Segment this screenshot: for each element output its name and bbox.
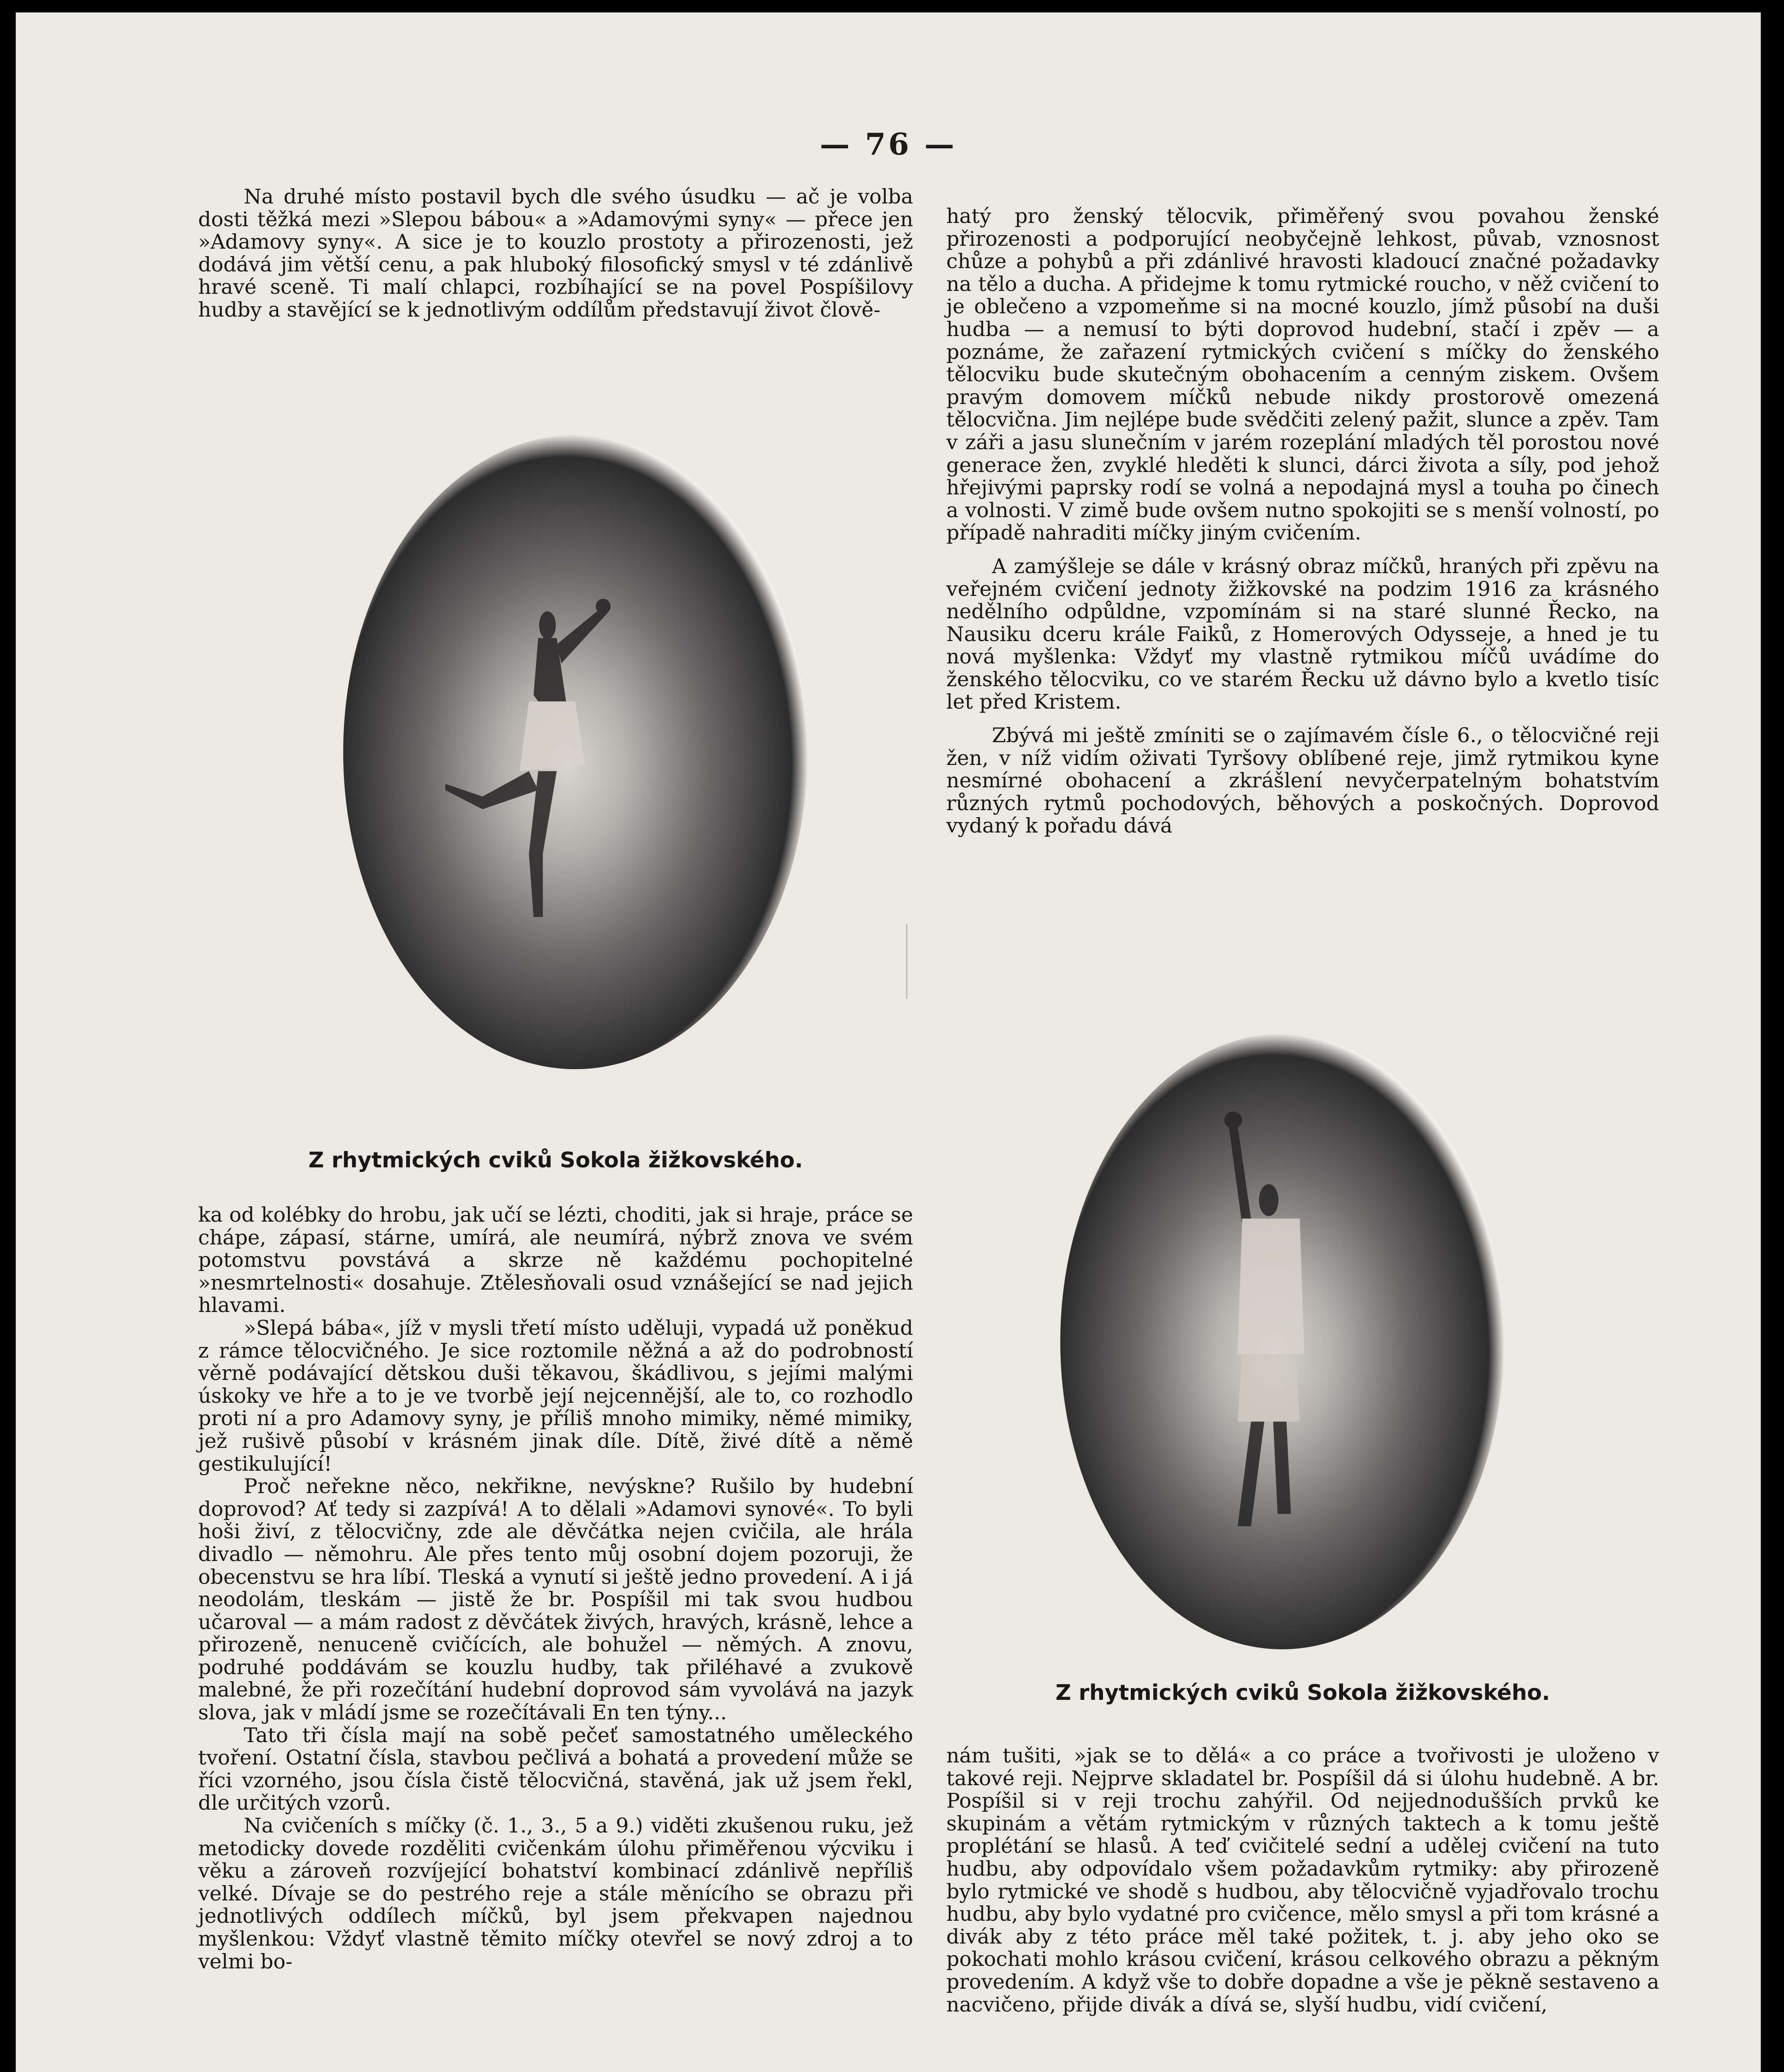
column-divider: [906, 924, 907, 999]
paragraph: nám tušiti, »jak se to dělá« a co práce a tvořivosti je uloženo v takové reji. Nejprve skladatel br. Pospíšil dá si úlohu hudebně. A br. Pospíšil si v reji trochu zahýřil. Od nejjednodušších prvků ke skupinám a větám rytmickým v různých taktech a k tomu ještě proplétání se hlasů. A teď cvičitelé sední a udělej cvičení na tuto hudbu, aby odpovídalo všem požadavkům rytmiky: aby přirozeně bylo rytmické ve shodě s hudbou, aby tělocvičně vyjadřovalo trochu hudbu, aby bylo vydatné pro cvičence, mělo smysl a při tom krásné a divák aby z této práce měl také požitek, t. j. aby jeho oko se pokochati mohlo krásou cvičení, krásou celkového obrazu a pěkným provedením. A když vše to dobře dopadne a vše je pěkně sestaveno a nacvičeno, přijde divák a dívá se, slyší hudbu, vidí cvičení,: [946, 1744, 1659, 2016]
right-column-top: [946, 205, 1659, 838]
photo-right: [1060, 1034, 1504, 1649]
left-column-top: [198, 186, 913, 322]
right-column-bottom: [946, 1745, 1659, 2016]
page-number: — 76 —: [819, 126, 957, 162]
paragraph: A zamýšleje se dále v krásný obraz míčků, hraných při zpěvu na veřejném cvičení jednoty žižkovské na podzim 1916 za krásného nedělního odpůldne, vzpomínám si na staré slunné Řecko, na Nausiku dceru krále Faiků, z Homerových Odysseje, a hned je tu nová myšlenka: Vždyť my vlastně rytmikou míčů uvádíme do ženského tělocviku, co ve starém Řecku už dávno bylo a kvetlo tisíc let před Kristem.: [946, 554, 1659, 714]
paragraph: Zbývá mi ještě zmíniti se o zajímavém čísle 6., o tělocvičné reji žen, v níž vidím oživati Tyršovy oblíbené reje, jimž rytmikou kyne nesmírné obohacení a zkrášlení nevyčerpatelným bohatstvím různých rytmů pochodových, běhových a poskočných. Doprovod vydaný k pořadu dává: [946, 724, 1659, 838]
paragraph: Na druhé místo postavil bych dle svého úsudku — ač je volba dosti těžká mezi »Slepou bábou« a »Adamovými syny« — přece jen »Adamovy syny«. A sice je to kouzlo prostoty a přirozenosti, jež dodává jim větší cenu, a pak hluboký filosofický smysl v té zdánlivě hravé sceně. Ti malí chlapci, rozbíhající se na povel Pospíšilovy hudby a stavějící se k jednotlivým oddílům představují život člově-: [198, 185, 913, 322]
magazine-page: [16, 12, 1761, 2072]
girl-with-ball-photo-icon: [1060, 1034, 1504, 1649]
dancing-girl-photo-icon: [343, 435, 807, 1069]
left-column-bottom: [198, 1204, 913, 1973]
caption-left: Z rhytmických cviků Sokola žižkovského.: [308, 1148, 803, 1173]
paragraph: Na cvičeních s míčky (č. 1., 3., 5 a 9.) viděti zkušenou ruku, jež metodicky dovede rozděliti cvičenkám úlohu přiměřenou výcviku i věku a zároveň rozvíjející bohatství kombinací zdánlivě nepříliš velké. Dívaje se do pestrého reje a stále měnícího se obrazu při jednotlivých oddílech míčků, byl jsem překvapen najednou myšlenkou: Vždyť vlastně těmito míčky otevřel se nový zdroj a to velmi bo-: [198, 1814, 913, 1973]
paragraph: »Slepá bába«, jíž v mysli třetí místo uděluji, vypadá už poněkud z rámce tělocvičného. Je sice roztomile něžná a až do podrobností věrně podávající dětskou duši těkavou, škádlivou, s jejími malými úskoky ve hře a to je ve tvorbě její nejcennější, ale to, co rozhodlo proti ní a pro Adamovy syny, je příliš mnoho mimiky, němé mimiky, jež rušivě působí v krásném jinak díle. Dítě, živé dítě a němě gestikulující!: [198, 1316, 913, 1476]
paragraph: Tato tři čísla mají na sobě pečeť samostatného uměleckého tvoření. Ostatní čísla, stavbou pečlivá a bohatá a provedení může se říci vzorného, jsou čísla čistě tělocvičná, stavěná, jak už jsem řekl, dle určitých vzorů.: [198, 1723, 913, 1815]
photo-left: [343, 435, 807, 1069]
paragraph: hatý pro ženský tělocvik, přiměřený svou povahou ženské přirozenosti a podporující neobyčejně lehkost, půvab, vznosnost chůze a pohybů a při zdánlivé hravosti kladoucí značné požadavky na tělo a ducha. A přidejme k tomu rytmické roucho, v něž cvičení to je oblečeno a vzpomeňme si na mocné kouzlo, jímž působí na duši hudba — a nemusí to býti doprovod hudební, stačí i zpěv — a poznáme, že zařazení rytmických cvičení s míčky do ženského tělocviku bude skutečným obohacením a cenným ziskem. Ovšem pravým domovem míčků nebude nikdy prostorově omezená tělocvična. Jim nejlépe bude svědčiti zelený pažit, slunce a zpěv. Tam v záři a jasu slunečním v jarém rozeplání mladých těl porostou nové generace žen, zvyklé hleděti k slunci, dárci života a síly, pod jehož hřejivými paprsky rodí se volná a nepodajná mysl a touha po činech a volnosti. V zimě bude ovšem nutno spokojiti se s menší volností, po případě nahraditi míčky jiným cvičením.: [946, 204, 1659, 545]
caption-right: Z rhytmických cviků Sokola žižkovského.: [1055, 1680, 1550, 1705]
paragraph: ka od kolébky do hrobu, jak učí se lézti, choditi, jak si hraje, práce se chápe, zápasí, stárne, umírá, ale neumírá, nýbrž znova ve svém potomstvu povstává a skrze ně každému pochopitelné »nesmrtelnosti« dosahuje. Ztělesňovali osud vznášející se nad jejich hlavami.: [198, 1203, 913, 1317]
paragraph: Proč neřekne něco, nekřikne, nevýskne? Rušilo by hudební doprovod? Ať tedy si zazpívá! A to dělali »Adamovi synové«. To byli hoši živí, z tělocvičny, zde ale děvčátka nejen cvičila, ale hrála divadlo — němohru. Ale přes tento můj osobní dojem pozoruji, že obecenstvu se hra líbí. Tleská a vynutí si ještě jedno provedení. A i já neodolám, tleskám — jistě že br. Pospíšil mi tak svou hudbou učaroval — a mám radost z děvčátek živých, hravých, krásně, lehce a přirozeně, nenuceně cvičících, ale bohužel — němých. A znovu, podruhé poddávám se kouzlu hudby, tak přiléhavé a zvukově malebné, že při rozečítání hudební doprovod sám vyvolává na jazyk slova, jak v mládí jsme se rozečítávali En ten týny...: [198, 1474, 913, 1725]
